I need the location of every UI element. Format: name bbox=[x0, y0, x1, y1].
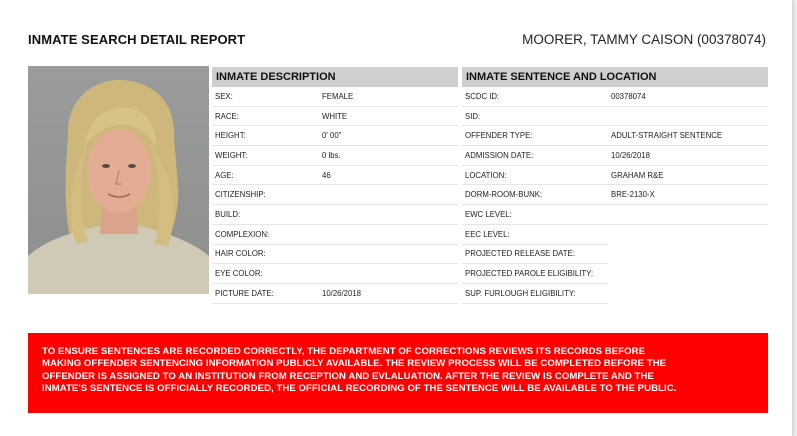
description-row bbox=[212, 126, 458, 146]
description-row bbox=[212, 245, 458, 265]
inmate-description-section bbox=[212, 67, 458, 304]
row-label: BUILD: bbox=[215, 209, 241, 219]
row-value: 10/26/2018 bbox=[322, 288, 362, 298]
description-row bbox=[212, 205, 458, 225]
row-label: SID: bbox=[465, 111, 481, 121]
sentence-row bbox=[462, 185, 768, 205]
row-label: HEIGHT: bbox=[215, 131, 246, 141]
row-label: EEC LEVEL: bbox=[465, 229, 510, 239]
description-row bbox=[212, 107, 458, 127]
row-value: WHITE bbox=[322, 111, 348, 121]
row-value: FEMALE bbox=[322, 91, 354, 101]
row-label: EWC LEVEL: bbox=[465, 209, 512, 219]
sentence-row bbox=[462, 166, 768, 186]
row-value: 00378074 bbox=[611, 91, 646, 101]
row-label: PROJECTED RELEASE DATE: bbox=[465, 249, 575, 259]
row-label: EYE COLOR: bbox=[215, 269, 263, 279]
row-value: ADULT-STRAIGHT SENTENCE bbox=[611, 131, 723, 141]
row-label: COMPLEXION: bbox=[215, 229, 270, 239]
row-value: 0 lbs. bbox=[322, 150, 341, 160]
sentence-location-header: INMATE SENTENCE AND LOCATION bbox=[462, 67, 768, 87]
sentence-row bbox=[462, 146, 768, 166]
row-value: 46 bbox=[322, 170, 331, 180]
notice-line: MAKING OFFENDER SENTENCING INFORMATION PUBLICLY AVAILABLE. THE REVIEW PROCESS WILL BE COMPLETED BEFORE THE bbox=[42, 358, 667, 370]
row-label: OFFENDER TYPE: bbox=[465, 131, 533, 141]
description-row bbox=[212, 284, 458, 304]
row-label: RACE: bbox=[215, 111, 239, 121]
sentence-row bbox=[462, 264, 608, 284]
notice-line: INMATE'S SENTENCE IS OFFICIALLY RECORDED, THE OFFICIAL RECORDING OF THE SENTENCE WILL BE AVAILABLE TO THE PUBLIC. bbox=[42, 383, 677, 395]
row-value: 10/26/2018 bbox=[611, 150, 651, 160]
description-row bbox=[212, 87, 458, 107]
row-value: 0' 00" bbox=[322, 131, 342, 141]
sentence-row bbox=[462, 284, 608, 304]
row-label: SUP. FURLOUGH ELIGIBILITY: bbox=[465, 288, 576, 298]
row-label: ADMISSION DATE: bbox=[465, 150, 534, 160]
sentence-row bbox=[462, 205, 768, 225]
notice-line: TO ENSURE SENTENCES ARE RECORDED CORRECTLY, THE DEPARTMENT OF CORRECTIONS REVIEWS ITS RECORDS BEFORE bbox=[42, 346, 646, 357]
inmate-name-id: MOORER, TAMMY CAISON (00378074) bbox=[522, 32, 766, 47]
row-label: PICTURE DATE: bbox=[215, 288, 274, 298]
report-title: INMATE SEARCH DETAIL REPORT bbox=[28, 32, 246, 47]
row-value: GRAHAM R&E bbox=[611, 170, 664, 180]
row-label: CITIZENSHIP: bbox=[215, 190, 266, 200]
row-label: WEIGHT: bbox=[215, 150, 248, 160]
row-label: SEX: bbox=[215, 91, 233, 101]
sentence-row bbox=[462, 107, 768, 127]
sentence-location-section bbox=[462, 67, 768, 304]
inmate-photo bbox=[28, 66, 209, 294]
sentencing-notice bbox=[28, 333, 768, 413]
sentence-row bbox=[462, 245, 608, 265]
inmate-description-header: INMATE DESCRIPTION bbox=[212, 67, 458, 87]
description-row bbox=[212, 146, 458, 166]
description-row bbox=[212, 185, 458, 205]
description-row bbox=[212, 166, 458, 186]
row-label: HAIR COLOR: bbox=[215, 249, 266, 259]
row-label: AGE: bbox=[215, 170, 234, 180]
row-label: LOCATION: bbox=[465, 170, 507, 180]
row-label: SCDC ID: bbox=[465, 91, 500, 101]
sentence-row bbox=[462, 225, 608, 245]
sentence-row bbox=[462, 126, 768, 146]
description-row bbox=[212, 225, 458, 245]
row-value: BRE-2130-X bbox=[611, 190, 655, 200]
notice-line: OFFENDER IS ASSIGNED TO AN INSTITUTION FROM RECEPTION AND EVLALUATION. AFTER THE REVIEW IS COMPLETE AND THE bbox=[42, 370, 654, 382]
description-row bbox=[212, 264, 458, 284]
row-label: DORM-ROOM-BUNK: bbox=[465, 190, 543, 200]
row-label: PROJECTED PAROLE ELIGIBILITY: bbox=[465, 269, 594, 279]
sentence-row bbox=[462, 87, 768, 107]
